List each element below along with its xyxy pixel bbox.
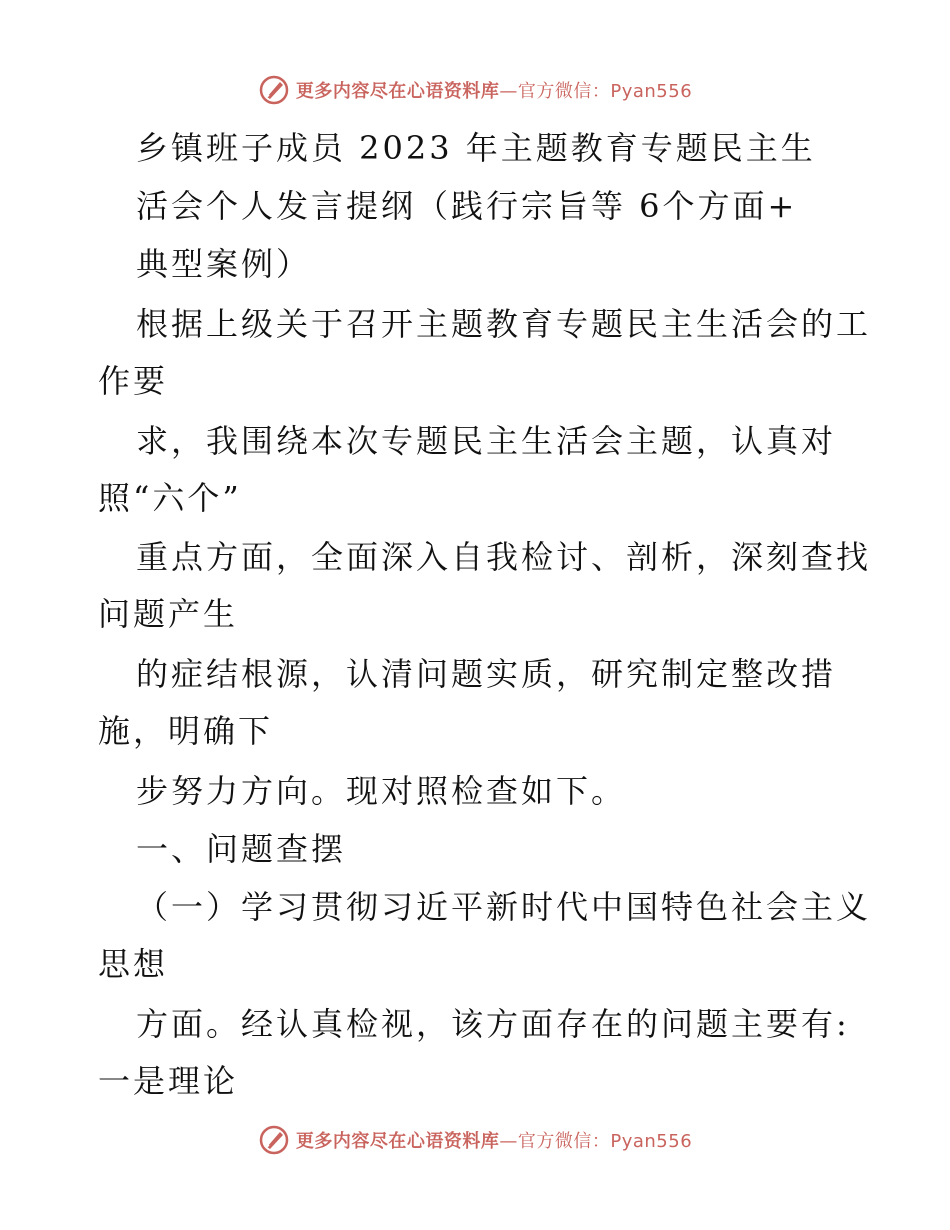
watermark-handle: Pyan556: [610, 1131, 693, 1152]
watermark-brand: 更多内容尽在心语资料库: [295, 1131, 500, 1152]
watermark-brand: 更多内容尽在心语资料库: [295, 81, 500, 102]
paragraph-line: 方面。经认真检视，该方面存在的问题主要有:: [136, 1005, 850, 1043]
footer-watermark: [0, 1120, 950, 1160]
paragraph-line: 求，我围绕本次专题民主生活会主题，认真对: [136, 422, 837, 460]
watermark-dash: —: [499, 81, 518, 102]
subsection-heading-line: （一）学习贯彻习近平新时代中国特色社会主义: [136, 888, 872, 926]
feather-pen-seal-icon: [258, 1124, 290, 1156]
paragraph-line: 作要: [98, 362, 169, 400]
section-heading: 一、问题查摆: [136, 830, 347, 868]
watermark-label: 官方微信：: [517, 81, 611, 102]
paragraph-line: 问题产生: [98, 595, 239, 633]
paragraph-line: 根据上级关于召开主题教育专题民主生活会的工: [136, 305, 872, 343]
watermark-label: 官方微信：: [517, 1131, 611, 1152]
paragraph-line: 施，明确下: [98, 712, 274, 750]
watermark-text: [296, 1127, 692, 1153]
paragraph-line: 照“六个”: [98, 479, 242, 517]
paragraph-line: 的症结根源，认清问题实质，研究制定整改措: [136, 655, 837, 693]
paragraph-line: 一是理论: [98, 1062, 239, 1100]
paragraph-line: 步努力方向。现对照检查如下。: [136, 772, 627, 810]
subsection-heading-line: 思想: [98, 945, 169, 983]
paragraph-line: 重点方面，全面深入自我检讨、剖析，深刻查找: [136, 538, 872, 576]
title-line-3: 典型案例）: [136, 245, 312, 283]
watermark-handle: Pyan556: [610, 81, 693, 102]
title-line-1: 乡镇班子成员 2023 年主题教育专题民主生: [136, 129, 816, 167]
title-line-2: 活会个人发言提纲（践行宗旨等 6个方面+: [136, 187, 798, 225]
watermark-dash: —: [499, 1131, 518, 1152]
